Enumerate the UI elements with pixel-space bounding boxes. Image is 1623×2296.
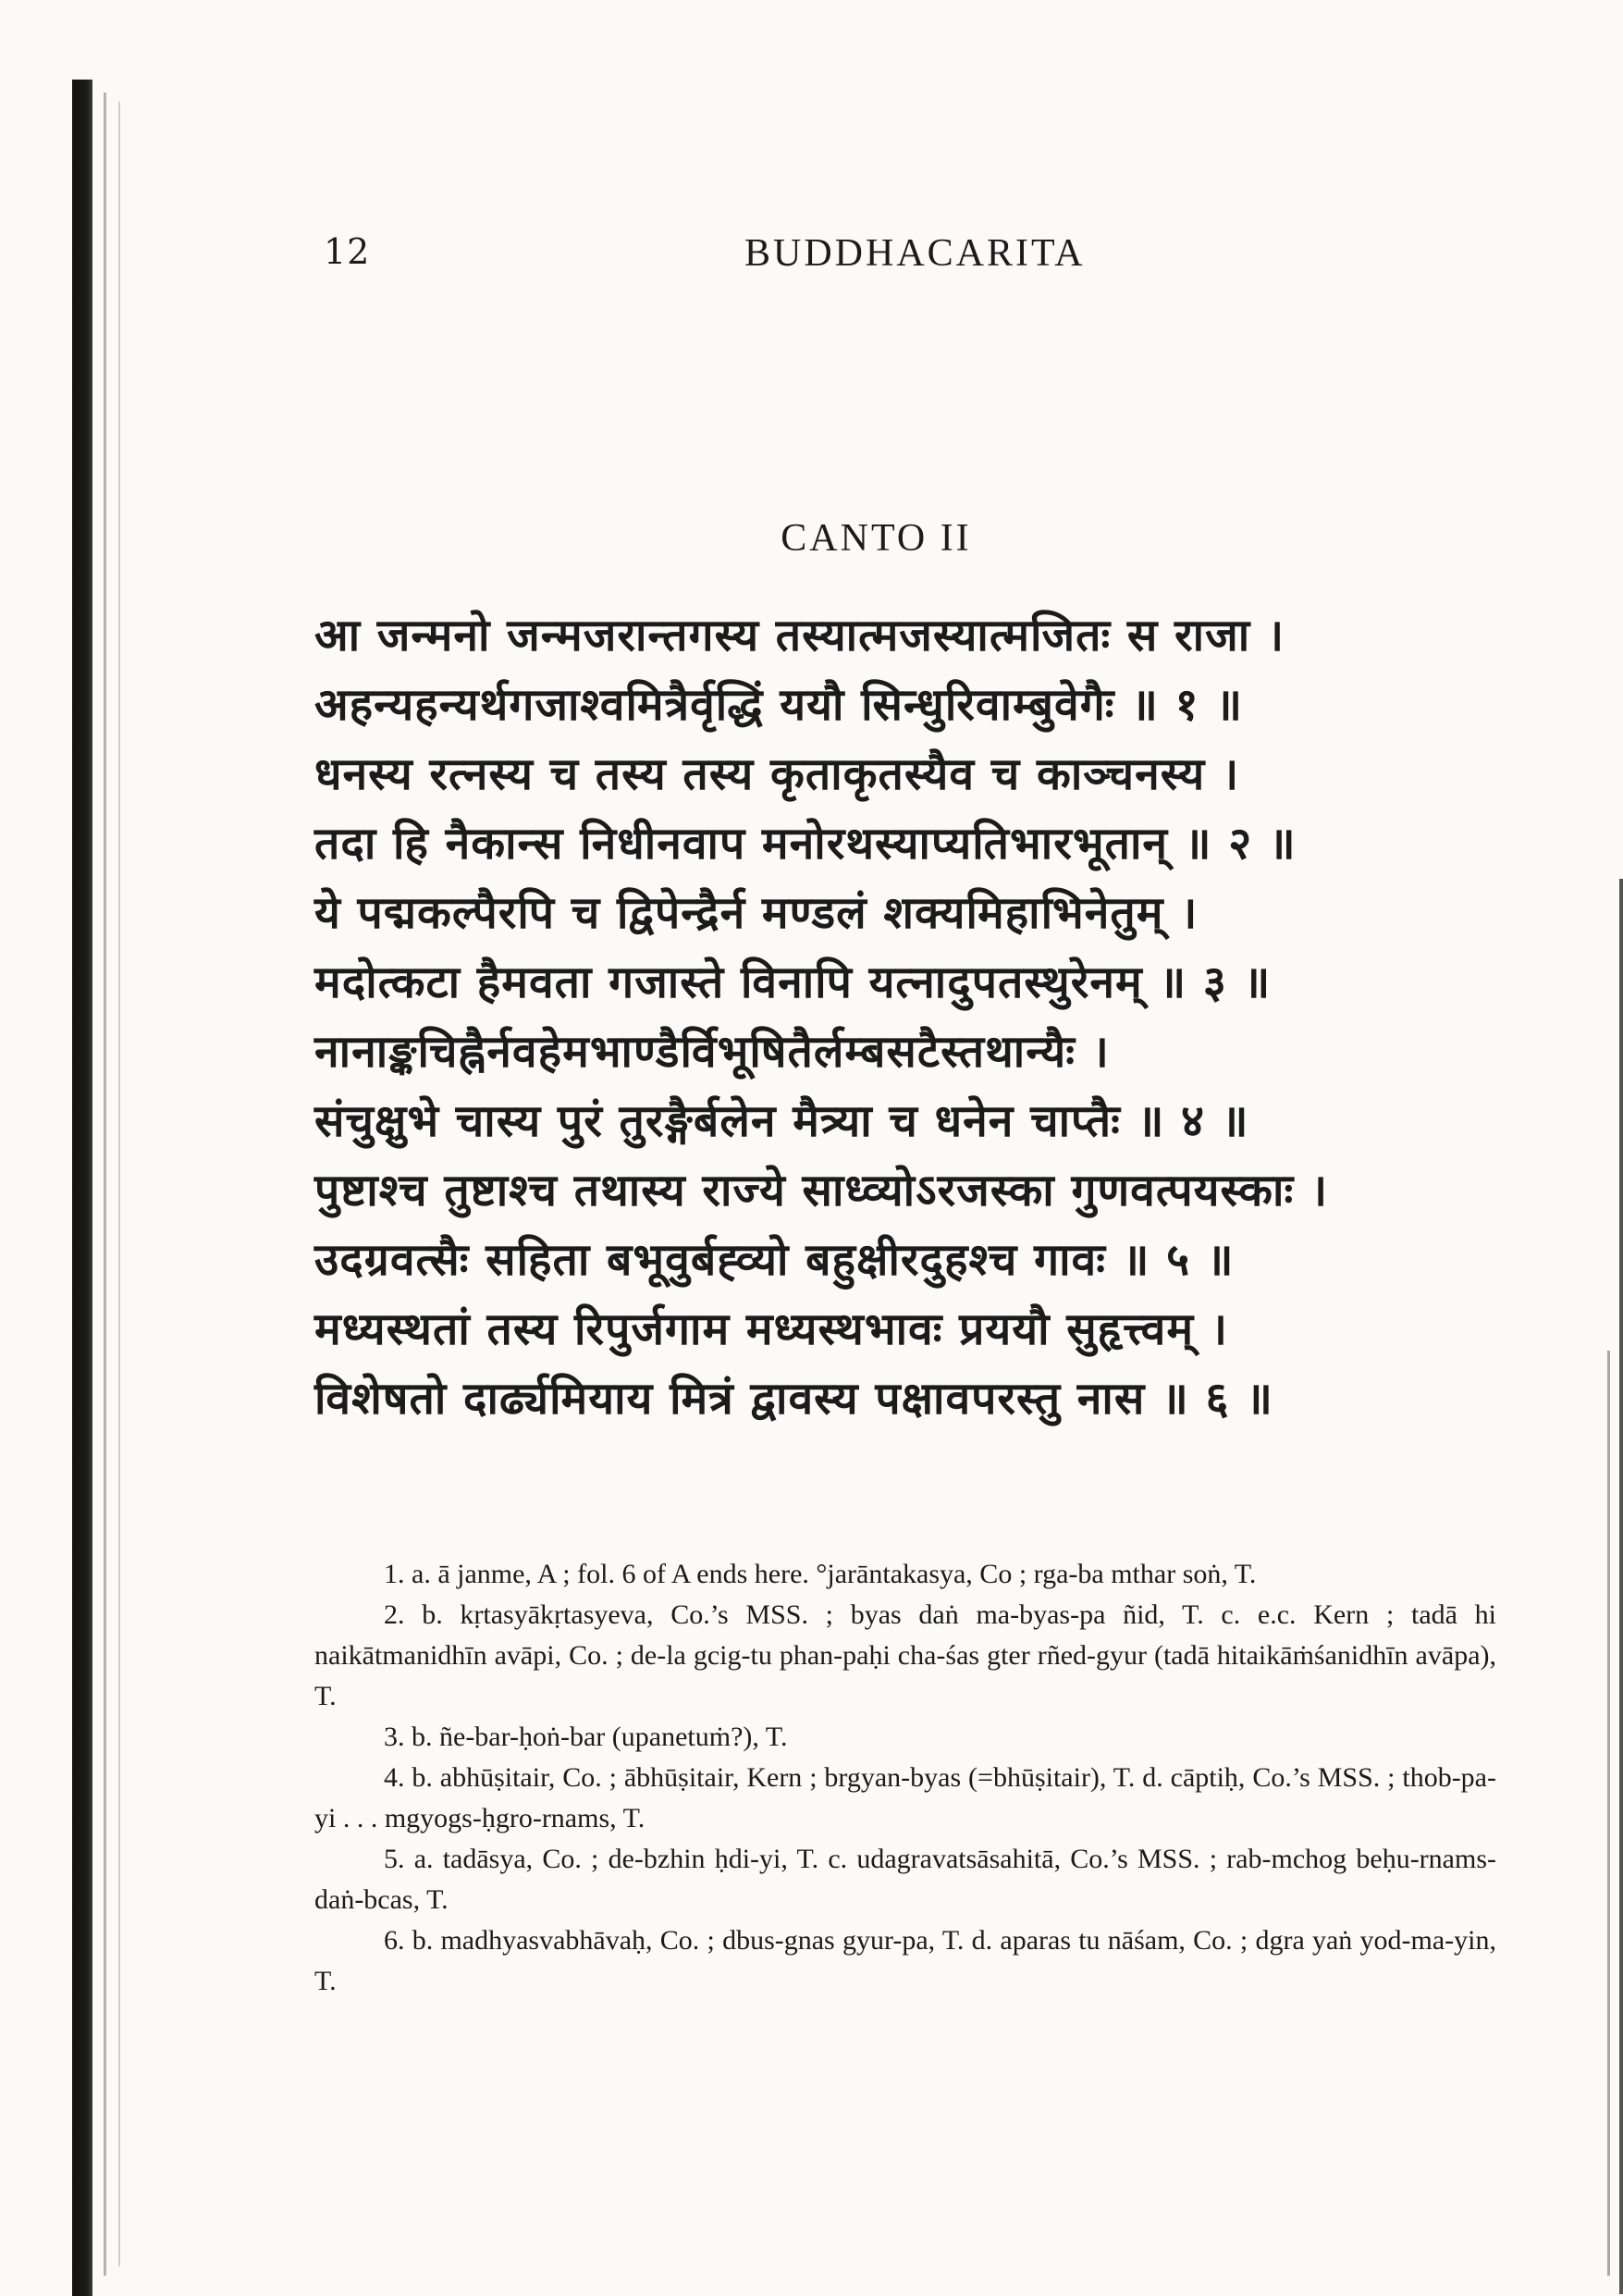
scan-binding-edge [72, 80, 92, 2296]
verse-line: अहन्यहन्यर्थगजाश्वमित्रैर्वृद्धिं ययौ सिन्धुरिवाम्बुवेगैः ॥ १ ॥ [314, 679, 1244, 731]
footnote: 4. b. abhūṣitair, Co. ; ābhūṣitair, Kern ; brgyan-byas (=bhūṣitair), T. d. cāptiḥ, Co.’s MSS. ; thob-pa-yi . . . mgyogs-ḥgro-rnams, T. [314, 1762, 1496, 1833]
verse-line: विशेषतो दार्ढ्यमियाय मित्रं द्वावस्य पक्षावपरस्तु नास ॥ ६ ॥ [314, 1373, 1273, 1425]
footnote: 2. b. kṛtasyākṛtasyeva, Co.’s MSS. ; byas daṅ ma-byas-pa ñid, T. c. e.c. Kern ; tadā hi naikātmanidhīn avāpi, Co. ; de-la gcig-tu phan-paḥi cha-śas gter rñed-gyur (tadā hitaikāṁśanidhīn avāpa), T. [314, 1599, 1496, 1711]
scan-page-edge-right [1619, 879, 1623, 2294]
running-title: BUDDHACARITA [744, 232, 1086, 275]
verse-line: पुष्टाश्च तुष्टाश्च तथास्य राज्ये साध्व्योऽरजस्का गुणवत्पयस्काः । [314, 1165, 1329, 1216]
page-number: 12 [324, 231, 371, 272]
footnotes [314, 1554, 1496, 2002]
footnote: 6. b. madhyasvabhāvaḥ, Co. ; dbus-gnas gyur-pa, T. d. aparas tu nāśam, Co. ; dgra yaṅ yod-ma-yin, T. [314, 1925, 1496, 1996]
scan-page-edge-right [1607, 1351, 1610, 2276]
verse-line: मध्यस्थतां तस्य रिपुर्जगाम मध्यस्थभावः प्रययौ सुहृत्त्वम् । [314, 1303, 1228, 1355]
sanskrit-verses [314, 601, 1517, 1434]
verse-line: आ जन्मनो जन्मजरान्तगस्य तस्यात्मजस्यात्मजितः स राजा । [314, 610, 1285, 661]
footnote: 1. a. ā janme, A ; fol. 6 of A ends here. °jarāntakasya, Co ; rga-ba mthar soṅ, T. [384, 1559, 1257, 1589]
verse-line: मदोत्कटा हैमवता गजास्ते विनापि यत्नादुपतस्थुरेनम् ॥ ३ ॥ [314, 957, 1272, 1008]
running-head [324, 231, 1248, 287]
verse-line: ये पद्मकल्पैरपि च द्विपेन्द्रैर्न मण्डलं शक्यमिहाभिनेतुम् । [314, 887, 1199, 939]
scan-binding-line [118, 102, 120, 2266]
verse-line: उदग्रवत्सैः सहिता बभूवुर्बह्व्यो बहुक्षीरदुहश्च गावः ॥ ५ ॥ [314, 1234, 1235, 1286]
verse-line: नानाङ्कचिह्नैर्नवहेमभाण्डैर्विभूषितैर्लम्बसटैस्तथान्यैः । [314, 1026, 1110, 1078]
verse-line: धनस्य रत्नस्य च तस्य तस्य कृताकृतस्यैव च काञ्चनस्य । [314, 748, 1240, 800]
footnote: 3. b. ñe-bar-ḥoṅ-bar (upanetuṁ?), T. [384, 1722, 788, 1752]
verse-line: तदा हि नैकान्स निधीनवाप मनोरथस्याप्यतिभारभूतान् ॥ २ ॥ [314, 818, 1297, 870]
footnote: 5. a. tadāsya, Co. ; de-bzhin ḥdi-yi, T. c. udagravatsāsahitā, Co.’s MSS. ; rab-mchog beḥu-rnams-daṅ-bcas, T. [314, 1844, 1496, 1915]
scan-binding-line [104, 93, 106, 2276]
verse-line: संचुक्षुभे चास्य पुरं तुरङ्गैर्बलेन मैत्र्या च धनेन चाप्तैः ॥ ४ ॥ [314, 1095, 1249, 1147]
canto-heading: CANTO II [781, 517, 972, 560]
